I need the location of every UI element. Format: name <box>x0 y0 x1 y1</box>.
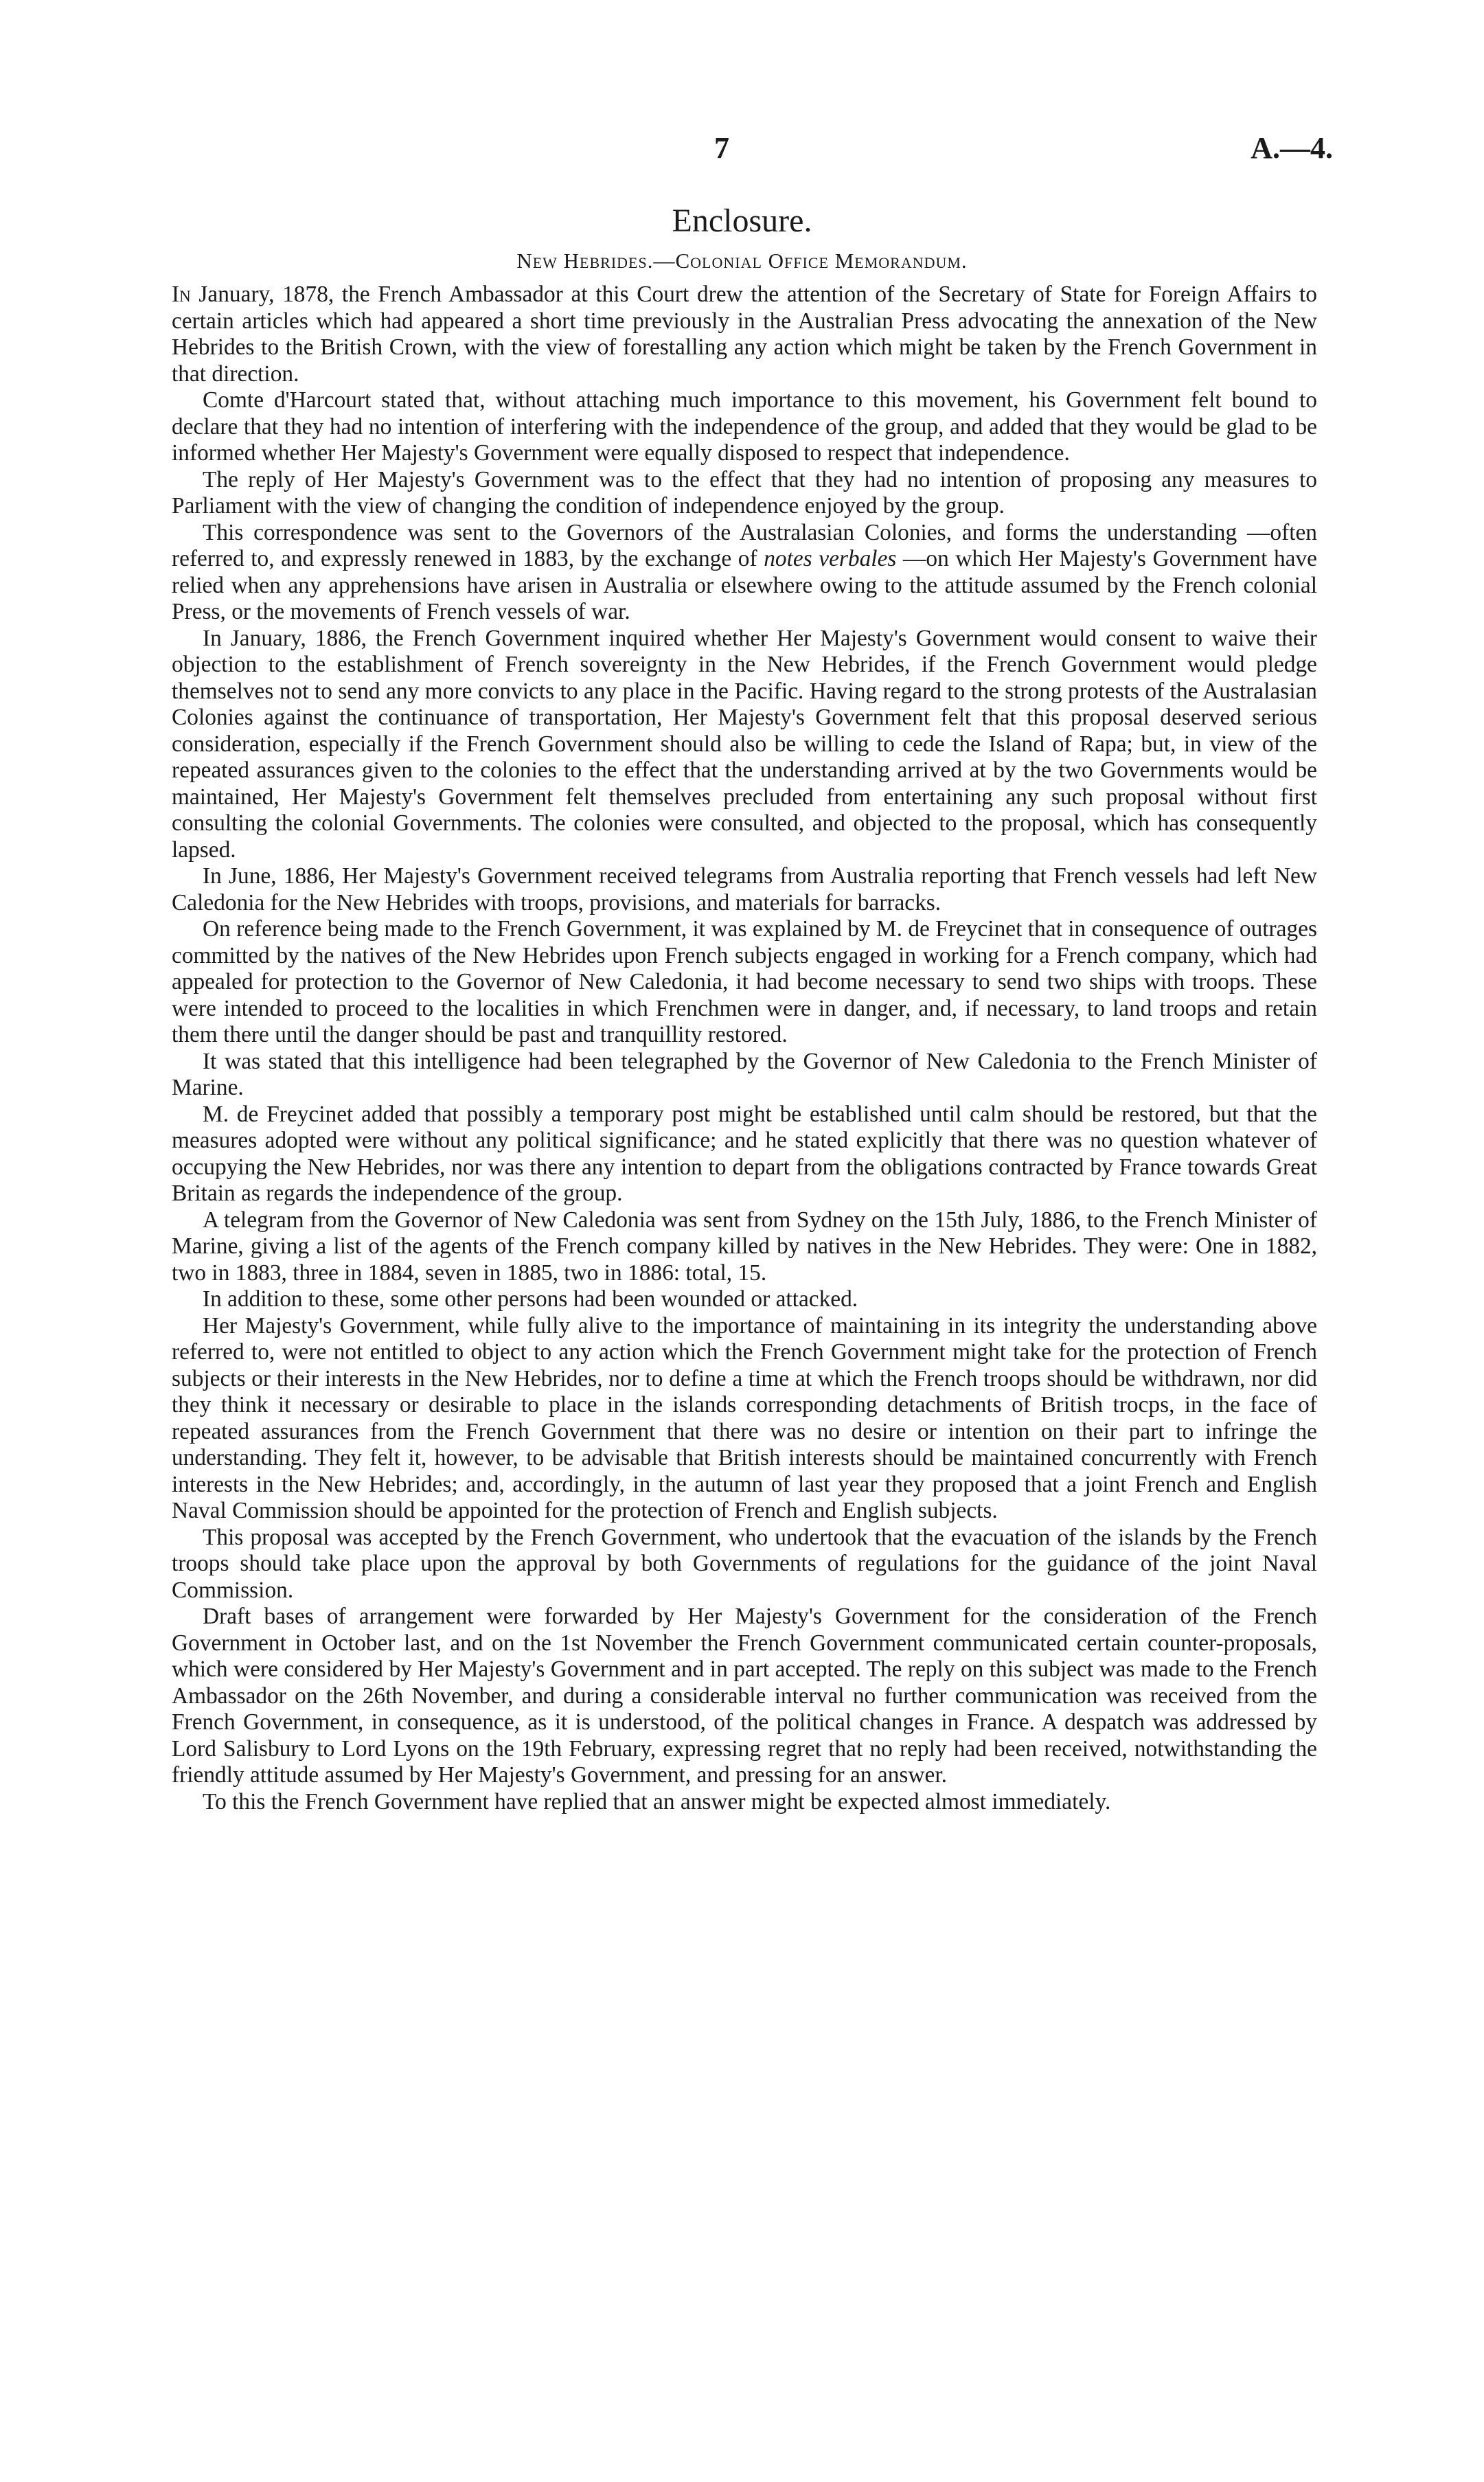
memorandum-body <box>172 282 1317 1815</box>
paragraph-4 <box>172 520 1317 626</box>
paragraph-7: On reference being made to the French Government, it was explained by M. de Freycinet that in consequence of outrages committed by the natives of the New Hebrides upon French subjects engaged in working for a French company, which had appealed for protection to the Governor of New Caledonia, it had become necessary to send two ships with troops. These were intended to proceed to the localities in which Frenchmen were in danger, and, if necessary, to land troops and retain them there until the danger should be past and tranquillity restored. <box>172 916 1317 1047</box>
paragraph-text: —on which Her Majesty's Government have relied when any apprehensions have arisen in Australia or elsewhere owing to the attitude assumed by the French colonial Press, or the movements of French vessels of war. <box>172 546 1317 624</box>
paragraph-10: A telegram from the Governor of New Caledonia was sent from Sydney on the 15th July, 1886, to the French Minister of Marine, giving a list of the agents of the French company killed by natives in the New Hebrides. They were: One in 1882, two in 1883, three in 1884, seven in 1885, two in 1886: total, 15. <box>172 1207 1317 1286</box>
paragraph-11: In addition to these, some other persons had been wounded or attacked. <box>203 1286 858 1312</box>
paragraph-8: It was stated that this intelligence had been telegraphed by the Governor of New Caledonia to the French Minister of Marine. <box>172 1048 1317 1100</box>
paragraph-2: Comte d'Harcourt stated that, without attaching much importance to this movement, his Government felt bound to declare that they had no intention of interfering with the independence of the group, and added that they would be glad to be informed whether Her Majesty's Government were equally disposed to respect that independence. <box>172 387 1317 466</box>
paragraph-1 <box>172 282 1317 387</box>
paragraph-lead-word: In <box>172 282 191 307</box>
memorandum-title: New Hebrides.—Colonial Office Memorandum. <box>516 249 968 273</box>
paragraph-text: January, 1878, the French Ambassador at this Court drew the attention of the Secretary of State for Foreign Affairs to certain articles which had appeared a short time previously in the Australian Press advocating the annexation of the New Hebrides to the British Crown, with the view of forestalling any action which might be taken by the French Government in that direction. <box>172 282 1317 387</box>
paragraph-6: In June, 1886, Her Majesty's Government received telegrams from Australia reporting that French vessels had left New Caledonia for the New Hebrides with troops, provisions, and materials for barracks. <box>172 863 1317 915</box>
paragraph-12: Her Majesty's Government, while fully alive to the importance of maintaining in its integrity the understanding above referred to, were not entitled to object to any action which the French Government might take for the protection of French subjects or their interests in the New Hebrides, nor to define a time at which the French troops should be withdrawn, nor did they think it necessary or desirable to place in the islands corresponding detachments of British trocps, in the face of repeated assurances from the French Government that there was no desire or intention on their part to infringe the understanding. They felt it, however, to be advisable that British interests should be maintained concurrently with French interests in the New Hebrides; and, accordingly, in the autumn of last year they proposed that a joint French and English Naval Commission should be appointed for the protection of French and English subjects. <box>172 1312 1317 1523</box>
paragraph-14: Draft bases of arrangement were forwarded by Her Majesty's Government for the consideration of the French Government in October last, and on the 1st November the French Government communicated certain counter-proposals, which were considered by Her Majesty's Government and in part accepted. The reply on this subject was made to the French Ambassador on the 26th November, and during a considerable interval no further communication was received from the French Government, in consequence, as it is understood, of the political changes in France. A despatch was addressed by Lord Salisbury to Lord Lyons on the 19th February, expressing regret that no reply had been received, notwithstanding the friendly attitude assumed by Her Majesty's Government, and pressing for an answer. <box>172 1604 1317 1788</box>
paragraph-3: The reply of Her Majesty's Government was to the effect that they had no intention of proposing any measures to Parliament with the view of changing the condition of independence enjoyed by the group. <box>172 466 1317 519</box>
paragraph-13: This proposal was accepted by the French Government, who undertook that the evacuation of the islands by the French troops should take place upon the approval by both Governments of regulations for the guidance of the joint Naval Commission. <box>172 1524 1317 1603</box>
paragraph-text: This correspondence was sent to the Governors of the Australasian Colonies, and forms the understanding —often referred to, and expressly renewed in 1883, by the exchange of <box>172 519 1317 571</box>
page-number: 7 <box>714 131 729 165</box>
enclosure-title: Enclosure. <box>672 203 812 239</box>
paragraph-5: In January, 1886, the French Government inquired whether Her Majesty's Government would consent to waive their objection to the establishment of French sovereignty in the New Hebrides, if the French Government would pledge themselves not to send any more convicts to any place in the Pacific. Having regard to the strong protests of the Australasian Colonies against the continuance of transportation, Her Majesty's Government felt that this proposal deserved serious consideration, especially if the French Government should also be willing to cede the Island of Rapa; but, in view of the repeated assurances given to the colonies to the effect that the understanding arrived at by the two Governments would be maintained, Her Majesty's Government felt themselves precluded from entertaining any such proposal without first consulting the colonial Governments. The colonies were consulted, and objected to the proposal, which has consequently lapsed. <box>172 625 1317 863</box>
paragraph-9: M. de Freycinet added that possibly a temporary post might be established until calm should be restored, but that the measures adopted were without any political significance; and he stated explicitly that there was no question whatever of occupying the New Hebrides, nor was there any intention to depart from the obligations contracted by France towards Great Britain as regards the independence of the group. <box>172 1101 1317 1206</box>
paragraph-15: To this the French Government have replied that an answer might be expected almost immediately. <box>203 1788 1111 1814</box>
document-reference: A.—4. <box>1251 131 1333 165</box>
emphasis-notes-verbales: notes verbales <box>764 546 897 571</box>
